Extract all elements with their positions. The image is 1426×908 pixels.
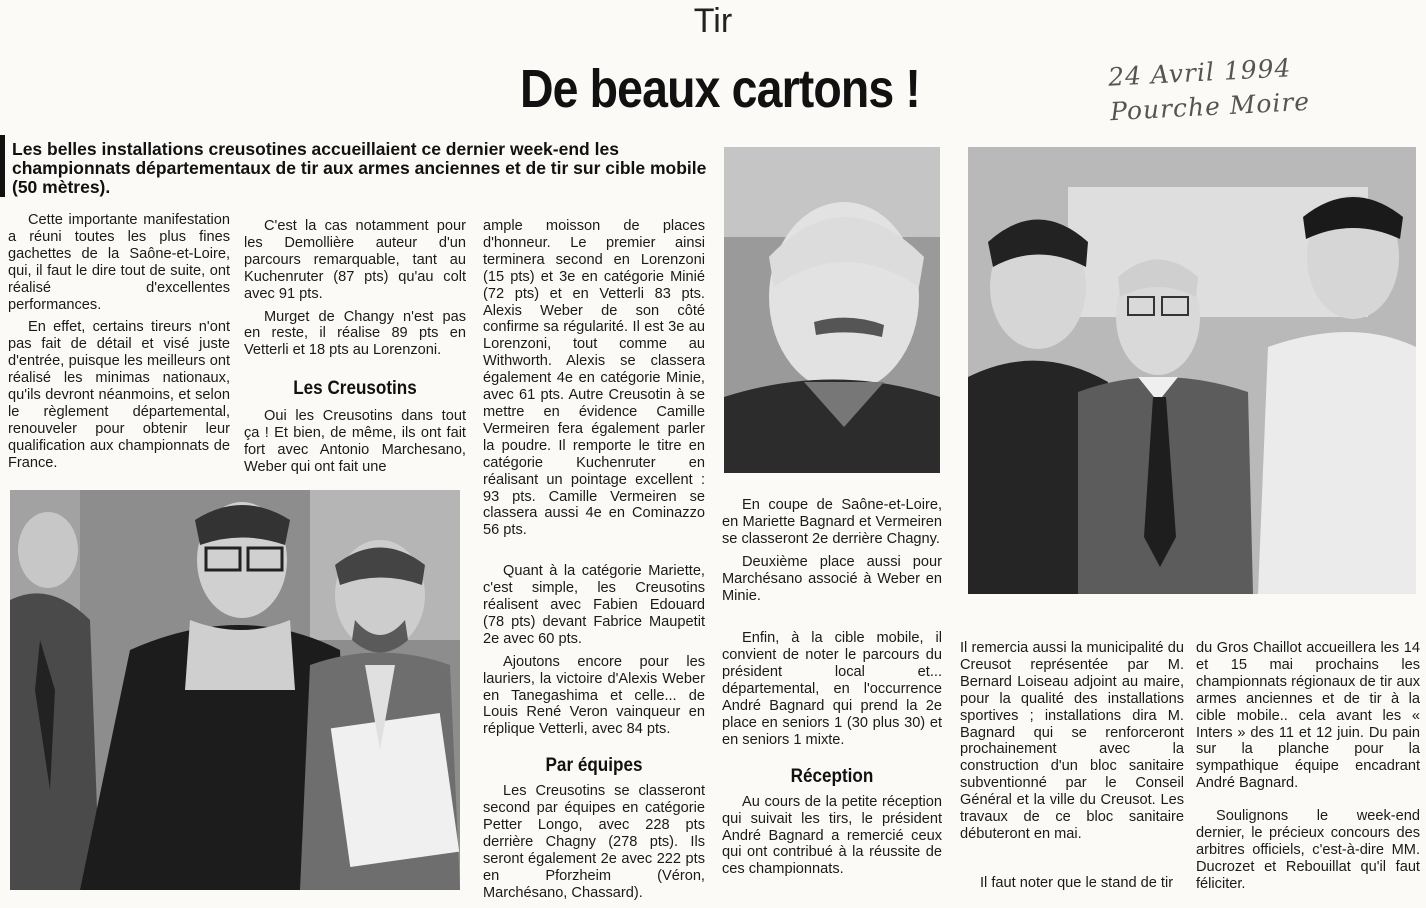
column-4 [722,497,942,884]
lead-paragraph: Les belles installations creusotines accueillaient ce dernier week-end les championnats départementaux de tir aux armes anciennes et de tir sur cible mobile (50 mètres). [12,139,707,197]
column-5 [960,640,1184,898]
lead-bar [0,135,5,197]
paragraph: En coupe de Saône-et-Loire, en Mariette Bagnard et Vermeiren se classeront 2e derrière Chagny. [722,497,942,547]
paragraph: C'est la cas notamment pour les Demollière auteur d'un parcours remarquable, tant au Kuchenruter (87 pts) qu'au colt avec 91 pts. [244,218,466,302]
subheading-creusotins: Les Creusotins [293,378,417,400]
photo-three-men [10,490,460,890]
column-3 [483,218,705,908]
paragraph: Quant à la catégorie Mariette, c'est simple, les Creusotins réalisent avec Fabien Edouard (78 pts) devant Fabrice Maupetit 2e avec 60 pts. [483,563,705,647]
paragraph: Oui les Creusotins dans tout ça ! Et bien, de même, ils ont fait fort avec Antonio Marchesano, Weber qui ont fait une [244,408,466,475]
photo-group-of-three [968,147,1416,594]
photo-older-man [724,147,940,473]
paragraph: Cette importante manifestation a réuni toutes les plus fines gachettes de la Saône-et-Loire, qui, il faut le dire tout de suite, ont réalisé d'excellentes performances. [8,212,230,313]
paragraph: Soulignons le week-end dernier, le précieux concours des arbitres officiels, c'est-à-dire MM. Ducrozet et Rebouillat qu'il faut féliciter. [1196,808,1420,892]
paragraph: Les Creusotins se classeront second par équipes en catégorie Petter Longo, avec 228 pts derrière Chagny (278 pts). Ils seront également 2e avec 222 pts en Pforzheim (Véron, Marchésano, Chassard). [483,783,705,901]
subheading-reception: Réception [790,765,874,787]
paragraph: Enfin, à la cible mobile, il convient de noter le parcours du président local et... départemental, en l'occurrence André Bagnard qui prend la 2e place en seniors 1 (30 plus 30) et en seniors 1 mixte. [722,630,942,748]
paragraph: Il faut noter que le stand de tir [980,874,1174,891]
paragraph: ample moisson de places d'honneur. Le premier ainsi terminera second en Lorenzoni (15 pts) et 3e en catégorie Minié (72 pts) et en Vetterli 83 pts. Alexis Weber de son côté confirme sa régularité. Il est 3e au Lorenzoni, tout comme au Withworth. Alexis se classera également 4e en catégorie Minie, avec 61 pts. Autre Creusotin à se mettre en évidence Camille Vermeiren fera également parler la poudre. Il remporte le titre en catégorie Kuchenruter en réalisant un pointage excellent : 93 pts. Camille Vermeiren se classera aussi 4e en Cominazzo 56 pts. [483,218,705,539]
paragraph: Ajoutons encore pour les lauriers, la victoire d'Alexis Weber en Tanegashima et celle... de Louis René Veron vainqueur en réplique Vetterli, avec 84 pts. [483,653,705,738]
paragraph: Murget de Changy n'est pas en reste, il réalise 89 pts en Vetterli et 18 pts au Lorenzoni. [244,308,466,359]
subheading-par-equipes: Par équipes [545,755,643,777]
column-6 [1196,640,1420,899]
paragraph: Au cours de la petite réception qui suivait les tirs, le président André Bagnard a remercié ceux qui ont contribué à la réussite de ces championnats. [722,793,942,878]
section-rubric: Tir [693,2,733,40]
handwritten-date: 24 Avril 1994 [1107,53,1293,92]
handwritten-source: Pourche Moire [1109,86,1311,127]
paragraph: En effet, certains tireurs n'ont pas fait de détail et visé juste d'entrée, puisque les meilleurs ont réalisé les minimas nationaux, qu'ils devront néanmoins, et selon le règlement départemental, renouveler pour obtenir leur qualification aux championnats de France. [8,319,230,471]
paragraph: Deuxième place aussi pour Marchésano associé à Weber en Minie. [722,553,942,604]
paragraph: du Gros Chaillot accueillera les 14 et 15 mai prochains les championnats régionaux de tir aux armes anciennes et de tir à la cible mobile.. cela avant les « Inters » des 11 et 12 juin. Du pain sur la planche pour la sympathique équipe encadrant André Bagnard. [1196,640,1420,792]
column-1 [8,212,230,478]
column-2 [244,218,466,482]
headline: De beaux cartons ! [519,59,921,119]
paragraph: Il remercia aussi la municipalité du Creusot représentée par M. Bernard Loiseau adjoint au maire, pour la qualité des installations sportives ; installations dira M. Bagnard qui se renforceront prochainement avec la construction d'un bloc sanitaire subventionné par le Conseil Général et la ville du Creusot. Les travaux de ce bloc sanitaire débuteront en mai. [960,640,1184,842]
